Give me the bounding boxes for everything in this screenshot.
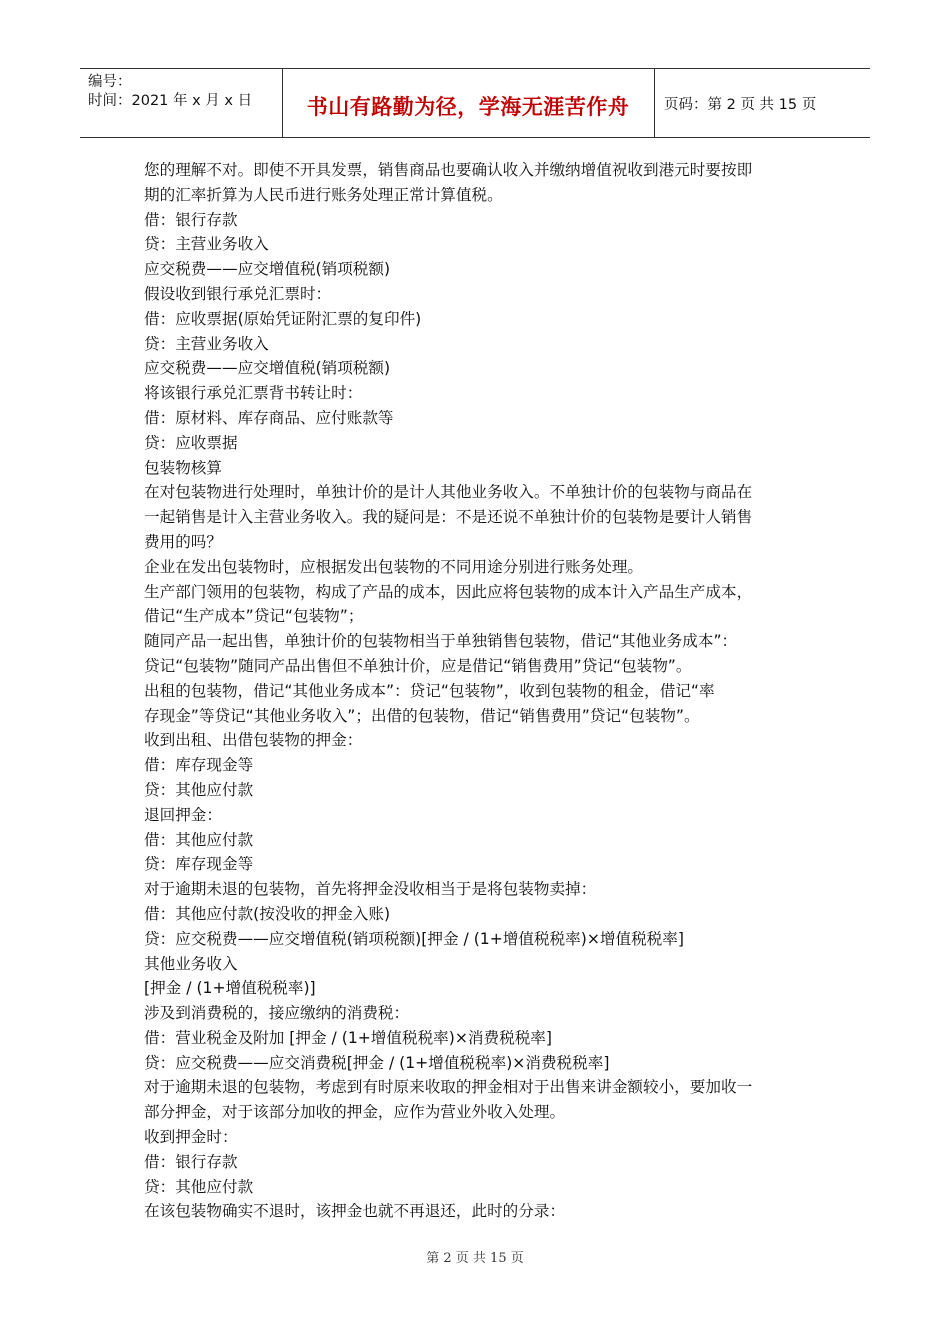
header-meta-cell — [80, 69, 283, 137]
body-line: 借：营业税金及附加 [押金 / (1+增值税税率)×消费税税率] — [144, 1028, 552, 1047]
body-line: 收到押金时： — [144, 1128, 238, 1147]
body-line: 借：库存现金等 — [144, 756, 254, 775]
body-line: 涉及到消费税的，接应缴纳的消费税： — [144, 1004, 410, 1023]
body-line: 借：银行存款 — [144, 1152, 238, 1171]
body-line: 收到出租、出借包装物的押金： — [144, 731, 363, 750]
body-line: 贷：应交税费——应交消费税[押金 / (1+增值税税率)×消费税税率] — [144, 1053, 610, 1072]
body-line: 存现金”等贷记“其他业务收入”；出借的包装物，借记“销售费用”贷记“包装物”。 — [144, 706, 700, 725]
body-line: 应交税费——应交增值税(销项税额) — [144, 359, 391, 378]
body-line: 一起销售是计入主营业务收入。我的疑问是：不是还说不单独计价的包装物是要计人销售 — [144, 508, 753, 527]
body-line: 贷：应收票据 — [144, 433, 238, 452]
page-footer: 第 2 页 共 15 页 — [426, 1251, 524, 1266]
body-line: 费用的吗？ — [144, 532, 222, 551]
body-line: 贷：库存现金等 — [144, 855, 254, 874]
body-line: 您的理解不对。即使不开具发票，销售商品也要确认收入并缴纳增值祝收到港元时要按即 — [144, 161, 753, 179]
body-line: 其他业务收入 — [144, 954, 238, 973]
body-line: 部分押金，对于该部分加收的押金，应作为营业外收入处理。 — [144, 1103, 566, 1122]
body-line: 企业在发出包装物时，应根据发出包装物的不同用途分别进行账务处理。 — [144, 557, 644, 576]
body-line: 对于逾期未退的包装物，首先将押金没收相当于是将包装物卖掉： — [144, 880, 597, 899]
body-line: 贷：主营业务收入 — [144, 235, 269, 254]
body-line: 在对包装物进行处理时，单独计价的是计人其他业务收入。不单独计价的包装物与商品在 — [144, 483, 753, 502]
body-line: 借：应收票据(原始凭证附汇票的复印件) — [144, 309, 422, 328]
body-line: 借：银行存款 — [144, 210, 238, 229]
body-line: 包装物核算 — [144, 458, 222, 477]
body-line: 期的汇率折算为人民币进行账务处理正常计算值税。 — [144, 185, 503, 204]
body-line: 贷记“包装物”随同产品出售但不单独计价，应是借记“销售费用”贷记“包装物”。 — [144, 656, 692, 675]
body-line: 贷：应交税费——应交增值税(销项税额)[押金 / (1+增值税税率)×增值税税率] — [144, 929, 684, 948]
header-page-info: 页码：第 2 页 共 15 页 — [664, 97, 817, 113]
page-header — [80, 68, 870, 138]
body-line: 对于逾期未退的包装物，考虑到有时原来收取的押金相对于出售来讲金额较小，要加收一 — [144, 1078, 753, 1097]
body-line: 生产部门领用的包装物，构成了产品的成本，因此应将包装物的成本计入产品生产成本， — [144, 582, 753, 601]
header-motto-cell — [282, 69, 655, 137]
body-line: 贷：主营业务收入 — [144, 334, 269, 353]
body-line: 将该银行承兑汇票背书转让时： — [144, 384, 363, 403]
time-line: 时间：2021 年 x 月 x 日 — [88, 93, 253, 109]
body-line: 借：其他应付款(按没收的押金入账) — [144, 904, 391, 923]
code-label: 编号： — [88, 74, 132, 90]
body-line: 贷：其他应付款 — [144, 1177, 254, 1196]
body-line: 借：其他应付款 — [144, 830, 254, 849]
body-line: 借：原材料、库存商品、应付账款等 — [144, 408, 394, 427]
body-line: 出租的包装物，借记“其他业务成本”：贷记“包装物”，收到包装物的租金，借记“率 — [144, 681, 715, 700]
body-line: [押金 / (1+增值税税率)] — [144, 979, 316, 998]
body-line: 在该包装物确实不退时，该押金也就不再退还，此时的分录： — [144, 1202, 566, 1221]
body-line: 应交税费——应交增值税(销项税额) — [144, 260, 391, 279]
body-line: 贷：其他应付款 — [144, 780, 254, 799]
header-motto: 书山有路勤为径，学海无涯苦作舟 — [306, 95, 630, 119]
body-line: 借记“生产成本”贷记“包装物”； — [144, 607, 364, 626]
body-line: 假设收到银行承兑汇票时： — [144, 284, 332, 303]
header-page-cell — [654, 69, 870, 137]
document-body — [144, 158, 804, 1224]
body-line: 退回押金： — [144, 805, 222, 824]
body-line: 随同产品一起出售，单独计价的包装物相当于单独销售包装物，借记“其他业务成本”： — [144, 632, 738, 651]
